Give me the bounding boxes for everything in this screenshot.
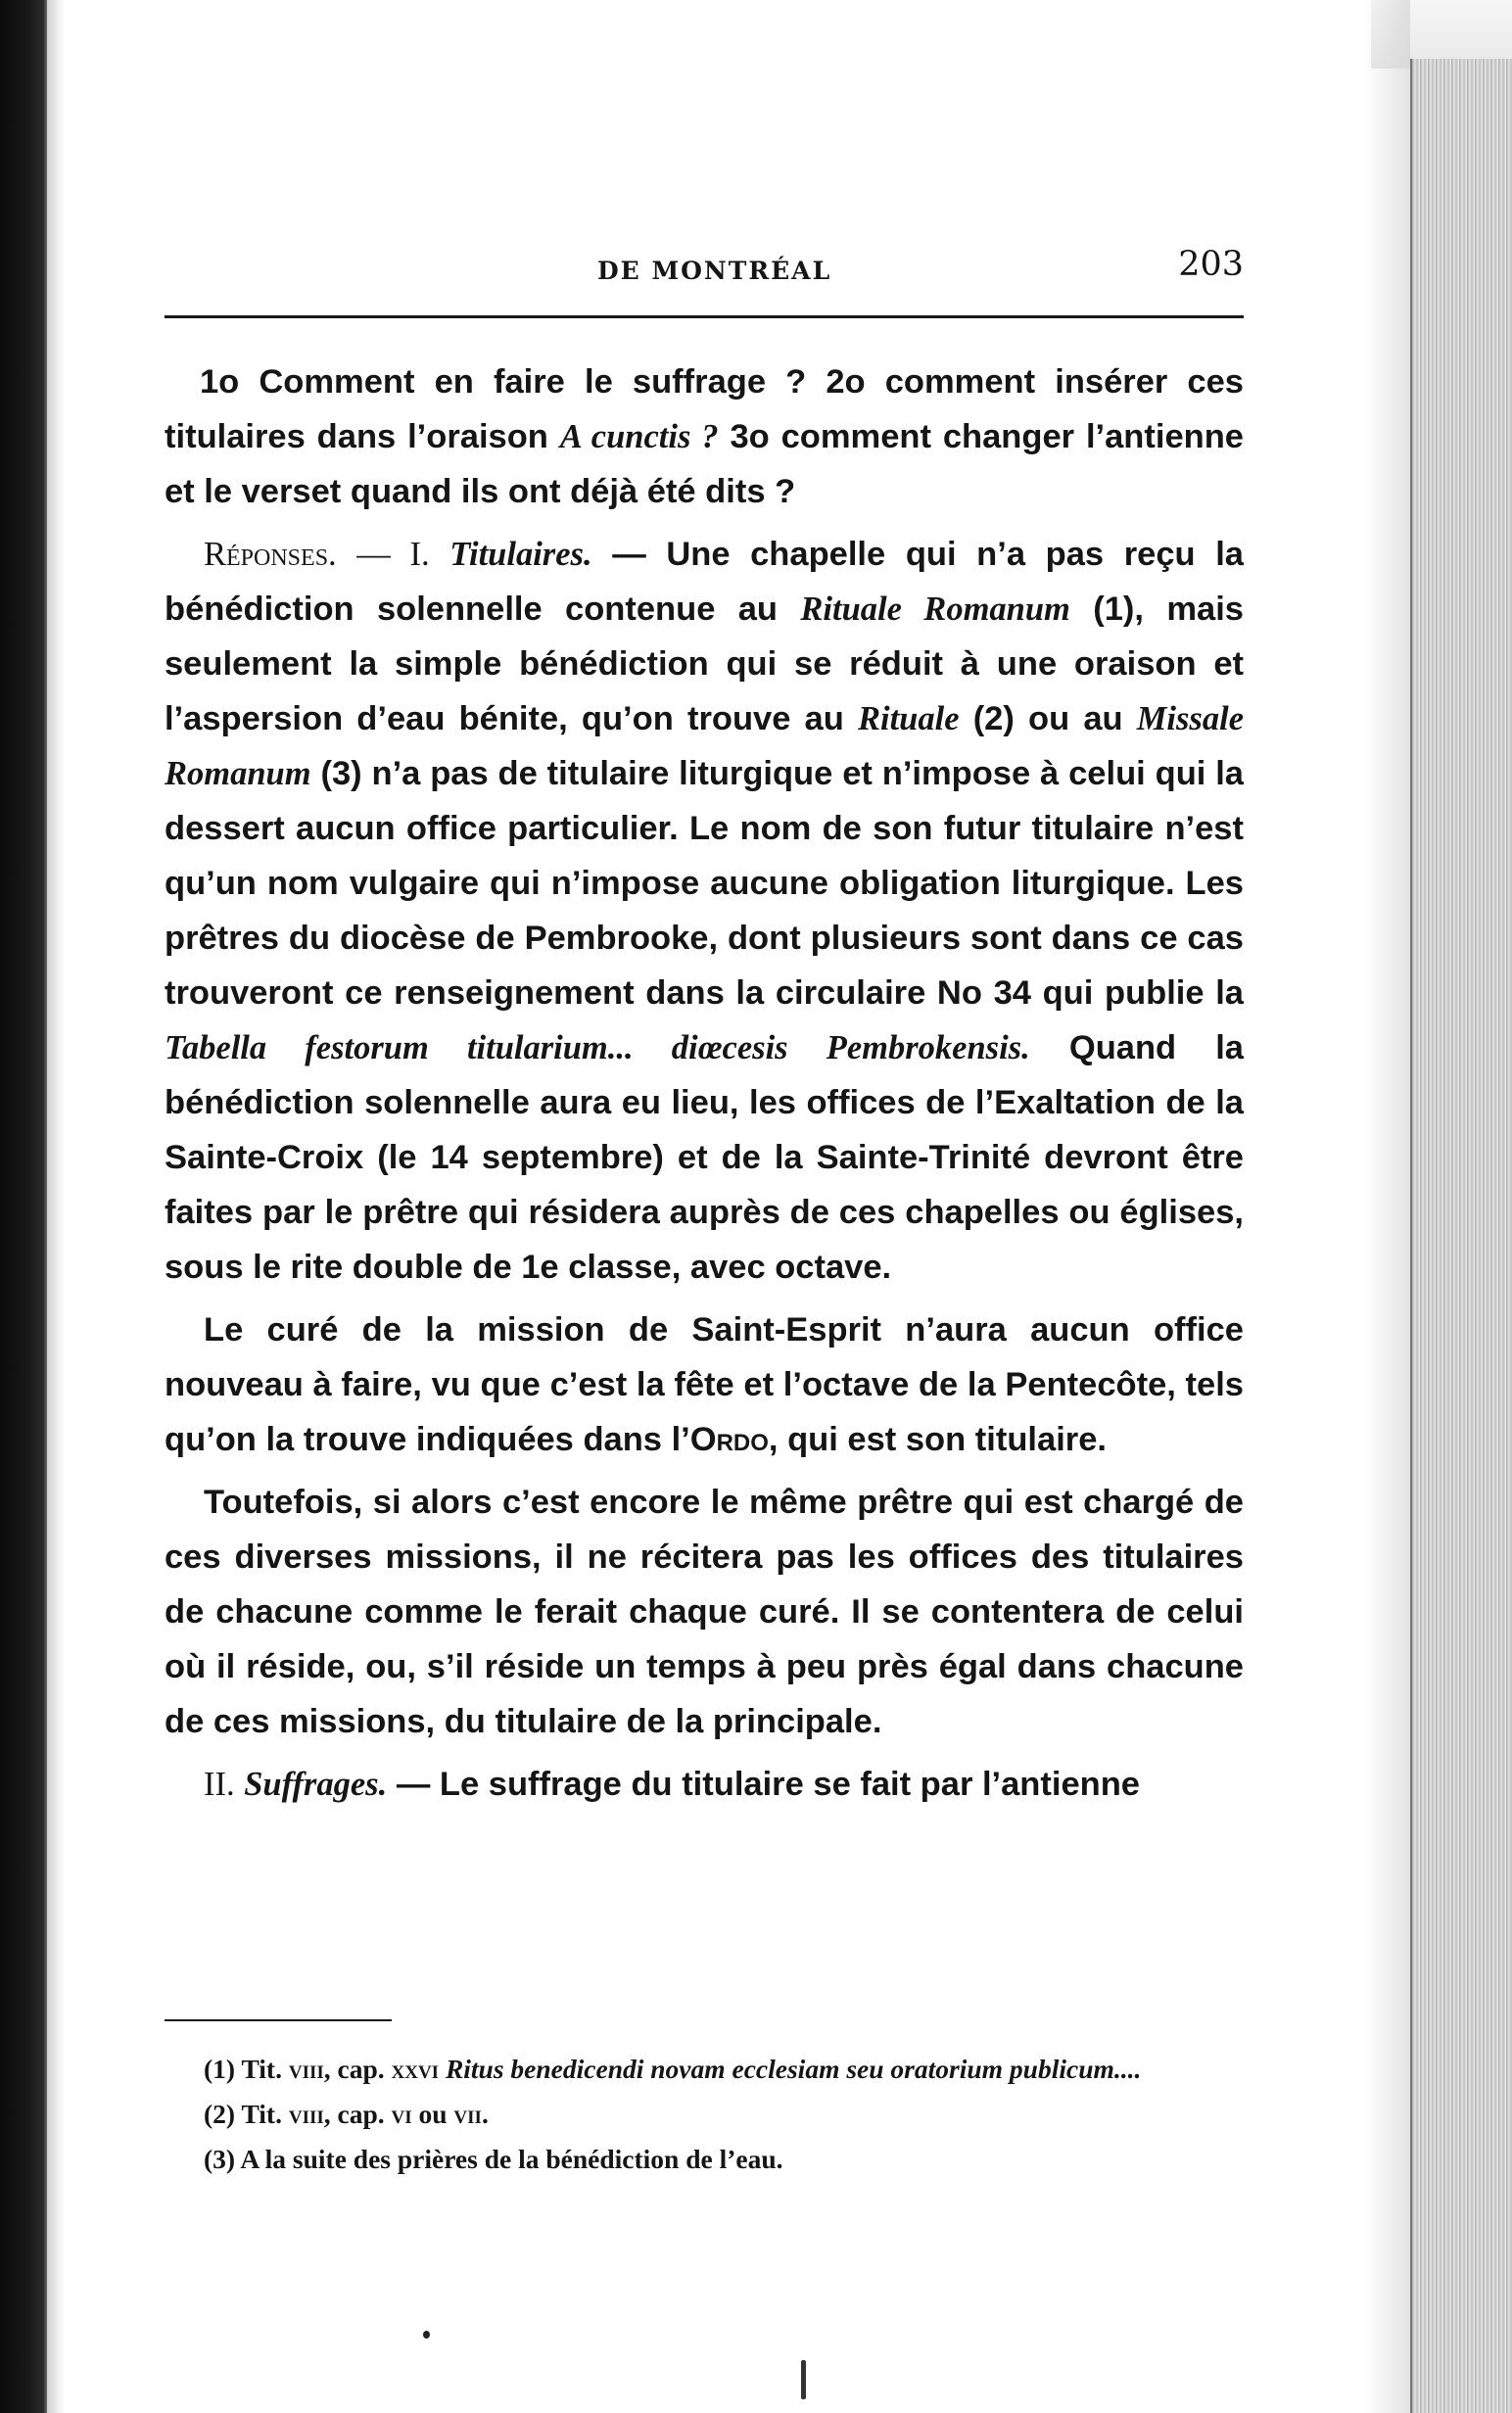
text-run: Quand la bénédiction solennelle aura eu lieu, les offices de l’Exaltation de la Sainte-Croix (le 14 septembre) et de la Sainte-Trinité devront être faites par le prêtre qui résidera auprès de ces chapelles ou églises, sous le rite double de 1e classe, avec octave. — [165, 1029, 1244, 1286]
book-binding-gutter — [0, 0, 47, 2413]
footnote-2 — [165, 2092, 1244, 2137]
body-text — [165, 355, 1244, 1812]
header-rule — [165, 315, 1244, 318]
text-run: (1) Tit. — [204, 2054, 282, 2084]
italic-run: Rituale Romanum — [800, 591, 1070, 628]
paragraph-saint-esprit — [165, 1302, 1244, 1467]
small-caps-run: vi — [391, 2099, 412, 2129]
section-number: — I. — [356, 536, 430, 573]
binding-shadow — [47, 0, 65, 2413]
paragraph-suffrages — [165, 1757, 1244, 1812]
footnote-1 — [165, 2047, 1244, 2092]
paragraph-questions — [165, 355, 1244, 519]
text-run: , cap. — [323, 2099, 385, 2129]
text-run: , qui est son titulaire. — [768, 1421, 1107, 1458]
footnote-3 — [165, 2137, 1244, 2182]
text-run: 1o Comment en faire le suffrage ? 2o comment insérer ces titulaires dans l’oraison — [165, 363, 1244, 455]
italic-run: Tabella festorum titularium... diœcesis Pembrokensis. — [165, 1029, 1030, 1066]
text-run: (2) ou au — [972, 700, 1123, 737]
section-label: Réponses. — [204, 536, 337, 573]
small-caps-run: viii — [288, 2099, 324, 2129]
text-run: Le curé de la mission de Saint-Esprit n’aura aucun office nouveau à faire, vu que c’est la fête et l’octave de la Pentecôte, tels qu’on la trouve indiquées dans l’ — [165, 1311, 1244, 1458]
italic-run: Missale Romanum — [165, 700, 1245, 792]
running-title: DE MONTRÉAL — [597, 257, 832, 285]
small-caps-run: Ordo — [689, 1421, 769, 1458]
text-run: (2) Tit. — [204, 2099, 282, 2129]
small-caps-run: vii — [453, 2099, 482, 2129]
footnote-rule — [165, 2019, 392, 2021]
italic-run: A cunctis ? — [559, 418, 719, 455]
italic-run: Rituale — [857, 700, 960, 737]
text-run: Toutefois, si alors c’est encore le même prêtre qui est chargé de ces diverses missions, il ne récitera pas les offices des titulaires de chacune comme le ferait chaque curé. Il se contentera de celui où il réside, ou, s’il réside un temps à peu près égal dans chacune de ces missions, du titulaire de la principale. — [165, 1484, 1244, 1740]
text-run: (3) A la suite des prières de la bénédiction de l’eau. — [204, 2144, 783, 2174]
ink-speck — [801, 2360, 806, 2399]
running-head — [166, 245, 1244, 304]
italic-run: Ritus benedicendi novam ecclesiam seu oratorium publicum.... — [445, 2054, 1142, 2084]
small-caps-run: viii — [288, 2054, 324, 2084]
text-run: ou — [418, 2099, 448, 2129]
section-number: II. — [204, 1766, 235, 1803]
page-curl-shadow — [1363, 0, 1410, 2413]
footnotes — [165, 2047, 1244, 2182]
text-run: — Une chapelle qui n’a pas reçu la bénédiction solennelle contenue au — [165, 536, 1244, 628]
page-stack-edge — [1410, 59, 1512, 2413]
text-run: (1), mais seulement la simple bénédiction qui se réduit à une oraison et l’aspersion d’eau bénite, qu’on trouve au — [165, 591, 1244, 737]
text-run: — Le suffrage du titulaire se fait par l’antienne — [396, 1766, 1140, 1803]
section-heading: Titulaires. — [449, 536, 592, 573]
paragraph-toutefois — [165, 1475, 1244, 1749]
text-run: , cap. — [323, 2054, 385, 2084]
small-caps-run: xxvi — [391, 2054, 440, 2084]
ink-speck — [423, 2331, 430, 2339]
paragraph-reponses — [165, 527, 1244, 1295]
text-run: . — [481, 2099, 489, 2129]
text-run: 3o comment changer l’antienne et le verset quand ils ont déjà été dits ? — [165, 418, 1244, 510]
section-heading: Suffrages. — [244, 1766, 388, 1803]
text-run: (3) n’a pas de titulaire liturgique et n’impose à celui qui la dessert aucun office particulier. Le nom de son futur titulaire n’est qu’un nom vulgaire qui n’impose aucune obligation liturgique. Les prêtres du diocèse de Pembrooke, dont plusieurs sont dans ce cas trouveront ce renseignement dans la circulaire No 34 qui publie la — [165, 755, 1244, 1012]
page-number: 203 — [1178, 245, 1244, 284]
